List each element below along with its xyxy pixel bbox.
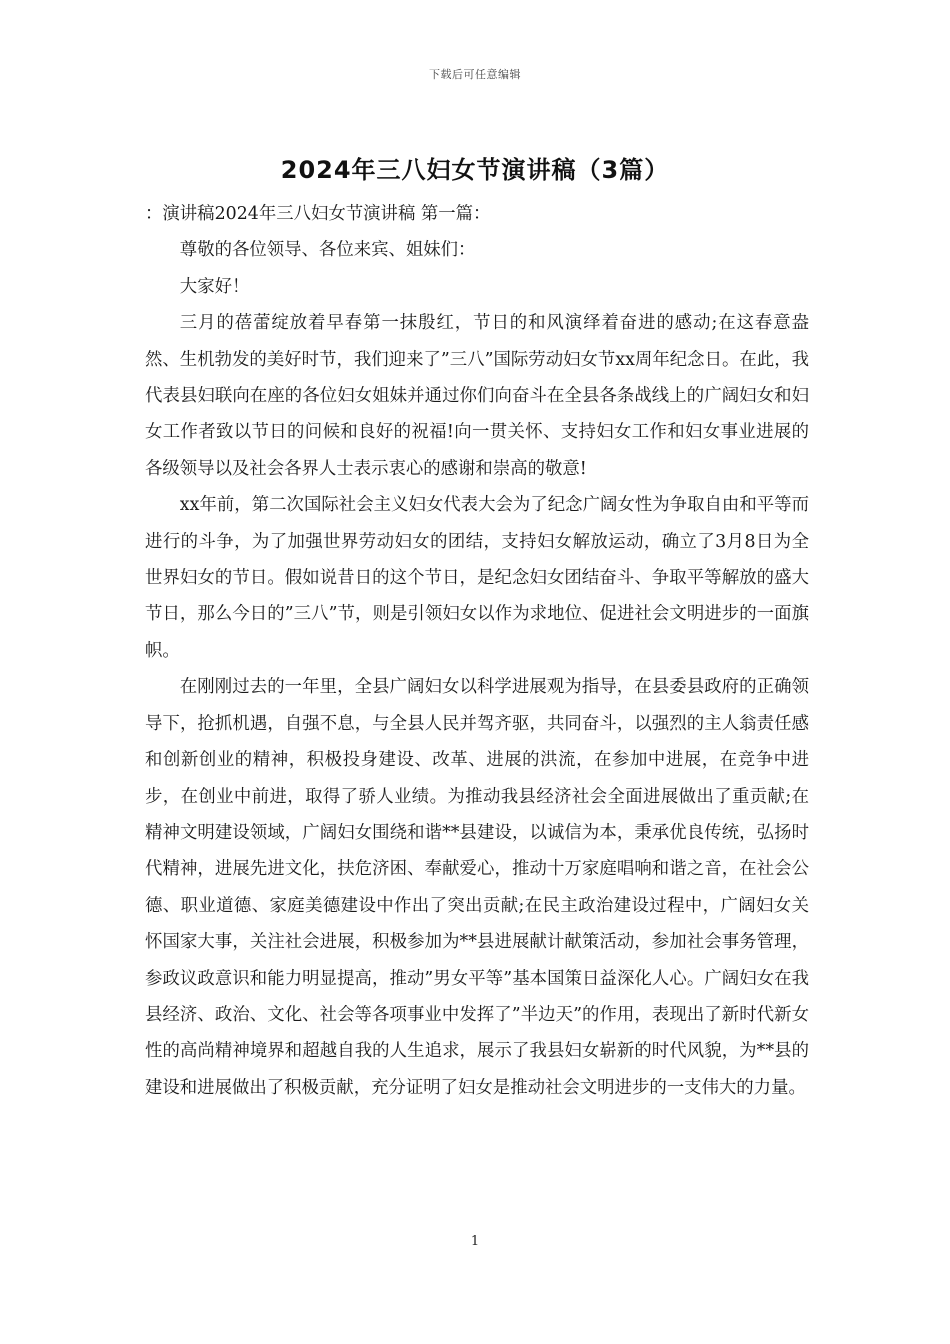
body-paragraph: xx年前，第二次国际社会主义妇女代表大会为了纪念广阔女性为争取自由和平等而进行的斗争，为了加强世界劳动妇女的团结，支持妇女解放运动，确立了3月8日为全世界妇女的节日。假如说昔日的这个节日，是纪念妇女团结奋斗、争取平等解放的盛大节日，那么今日的”三八”节，则是引领妇女以作为求地位、促进社会文明进步的一面旗帜。 [145,495,809,661]
body-paragraph: 在刚刚过去的一年里，全县广阔妇女以科学进展观为指导，在县委县政府的正确领导下，抢抓机遇，自强不息，与全县人民并驾齐驱，共同奋斗，以强烈的主人翁责任感和创新创业的精神，积极投身建设、改革、进展的洪流，在参加中进展，在竞争中进步，在创业中前进，取得了骄人业绩。为推动我县经济社会全面进展做出了重贡献;在精神文明建设领域，广阔妇女围绕和谐**县建设，以诚信为本，秉承优良传统，弘扬时代精神，进展先进文化，扶危济困、奉献爱心，推动十万家庭唱响和谐之音，在社会公德、职业道德、家庭美德建设中作出了突出贡献;在民主政治建设过程中，广阔妇女关怀国家大事，关注社会进展，积极参加为**县进展献计献策活动，参加社会事务管理，参政议政意识和能力明显提高，推动”男女平等”基本国策日益深化人心。广阔妇女在我县经济、政治、文化、社会等各项事业中发挥了”半边天”的作用，表现出了新时代新女性的高尚精神境界和超越自我的人生追求，展示了我县妇女崭新的时代风貌，为**县的建设和进展做出了积极贡献，充分证明了妇女是推动社会文明进步的一支伟大的力量。 [145,677,809,1098]
header-note: 下载后可任意编辑 [429,68,521,81]
document-title: 2024年三八妇女节演讲稿（3篇） [280,156,670,184]
body-paragraph: 三月的蓓蕾绽放着早春第一抹殷红，节日的和风演绎着奋进的感动;在这春意盎然、生机勃发的美好时节，我们迎来了”三八”国际劳动妇女节xx周年纪念日。在此，我代表县妇联向在座的各位妇女姐妹并通过你们向奋斗在全县各条战线上的广阔妇女和妇女工作者致以节日的问候和良好的祝福!向一贯关怀、支持妇女工作和妇女事业进展的各级领导以及社会各界人士表示衷心的感谢和崇高的敬意! [145,313,809,479]
greeting-paragraph: 大家好！ [179,276,250,297]
section-subhead: ：演讲稿2024年三八妇女节演讲稿 第一篇： [145,204,491,224]
salutation-paragraph: 尊敬的各位领导、各位来宾、姐妹们： [179,240,476,261]
page-number: 1 [470,1234,480,1249]
document-body [145,196,809,1106]
